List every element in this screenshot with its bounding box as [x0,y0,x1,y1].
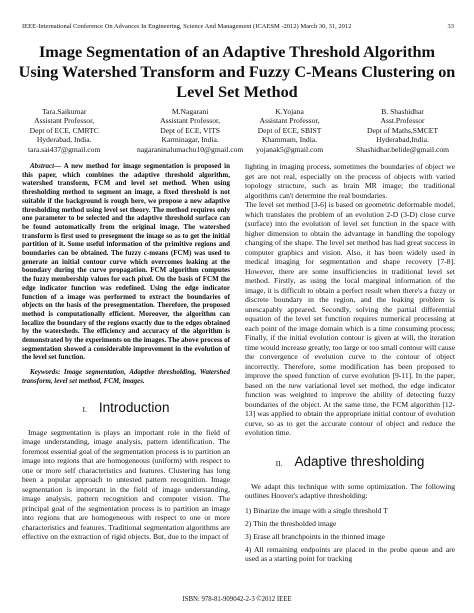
author-dept: Dept of ECE, SBIST [257,125,322,135]
author-3 [256,107,323,154]
author-city: Hyderabad, India. [36,135,92,145]
paragraph-level-set: The level set method [3-6] is based on geometric deformable model, which translates the problem of an evolution 2-D (3-D) close curve (surface) into the evolution of level set function in the space with higher dimension to obtain the advantage in handling the topology changing of the shape. The level set method has had great success in computer graphics and vision. Also, it has been widely used in medical imaging for segmentation and shape recovery [7-8]. However, there are some insufficiencies in traditional level set method. Firstly, as using the local marginal information of the image, it is difficult to obtain a perfect result when there's a fuzzy or discrete boundary in the region, and the leaking problem is unescapably appeared. Secondly, solving the partial differential equation of the level set function requires numerical processing at each point of the image domain which is a time consuming process; Finally, if the initial evolution contour is given at will, the iteration time would increase greatly, too large or too small contour will cause the convergence of evolution curve to the contour of object incorrectly. Therefore, some modification has been proposed to improve the speed function of curve evolution [9-11]. In the paper, based on the new variational level set method, the edge indicator function was weighted to improve the ability of detecting fuzzy boundaries of the object. At the same time, the FCM algorithm [12-13] was applied to obtain the appropriate initial contour of evolution curve, so as to get the accurate contour of object and reduce the evolution time. [245,200,455,437]
author-city: Hyderabad,India. [376,135,429,145]
adaptive-intro: We adapt this technique with some optimization. The following outlines Hoover's adaptive thresholding: [245,481,455,500]
author-2 [137,107,243,154]
author-dept: Dept of ECE, VITS [160,125,221,135]
author-role: Assistant Professor, [34,116,95,126]
page-header [22,23,454,31]
author-email: yojanak5@gmail.com [256,144,324,154]
section-heading-introduction [22,400,230,418]
author-role: Assistant Professor, [160,116,221,126]
author-name: K.Yojana [275,107,304,116]
author-email: tara.sai437@gmail.com [28,144,101,154]
algorithm-steps [245,506,455,564]
author-email: nagaraninalumachu10@gmail.com [137,144,244,154]
author-dept: Dept of Maths,SMCET [366,125,439,135]
author-role: Assistant Professor, [259,116,320,126]
left-column [22,162,230,542]
author-email: Shashidhar.belide@gmail.com [356,144,450,154]
author-role: Asst.Professor [380,116,425,126]
step-1: 1) Binarize the image with a single threshold T [245,505,388,515]
keywords-lead: Keywords: [30,368,64,377]
abstract [22,162,230,362]
abstract-text: A new method for image segmentation is proposed in this paper, which combines the adaptive threshold algorithm, watershed transform, FCM and level set method. When using thresholding method to segment an image, a fixed threshold is not suitable if the background is rough here, we propose a new adaptive thresholding method using level set theory. The method requires only one parameter to be selected and the adaptive threshold surface can be found automatically from the original image. The watershed transform is first used to presegment the image so as to get the initial partition of it. Some useful information of the primitive regions and boundaries can be obtained. The fuzzy c-means (FCM) was used to generate an initial contour curve which overcomes leaking at the boundary during the curve propagation. FCM algorithm computes the fuzzy membership values for each pixel. On the basis of FCM the edge indicator function was redefined. Using the edge indicator function of a image was performed to extract the boundaries of objects on the basis of the presegmentation. Therefore, the proposed method is computationally efficient. Moreover, the algorithm can localize the boundary of the regions exactly due to the edges obtained by the watersheds. The efficiency and accuracy of the algorithm is demonstrated by the experiments on the images. The above process of segmentation showed a considerable improvement in the evolution of the level set function. [22,162,230,362]
conference-line: IEEE-International Conference On Advances In Engineering, Science And Management (ICAESM -2012) March 30, 31, 2012 [22,23,352,30]
author-4 [356,107,449,154]
paper-title: Image Segmentation of an Adaptive Threshold Algorithm Using Watershed Transform and Fuzzy C-Means Clustering on Level Set Method [18,43,456,101]
author-city: Khammam, India. [262,135,318,145]
author-name: M.Nagarani [171,107,209,116]
author-dept: Dept of ECE, CMRTC [29,125,99,135]
author-block [0,107,474,155]
section-title: Adaptive thresholding [294,453,425,469]
author-1 [28,107,100,154]
step-4: 4) All remaining endpoints are placed in the probe queue and are used as a starting point for tracking [245,544,455,563]
section-title: Introduction [98,399,170,415]
step-3: 3) Erase all branchpoints in the thinned image [245,531,385,541]
section-number: II. [275,458,283,468]
intro-paragraph: Image segmentation is plays an important role in the field of image understanding, image analysis, pattern identification. The foremost essential goal of the segmentation process is to partition an image into regions that are homogeneous (uniform) with respect to one or more self characteristics and features. Clustering has long been a popular approach to untested pattern recognition. Image segmentation is important in the field of image understanding, image analysis, pattern recognition and computer vision. The principal goal of the segmentation process is to partition an image into regions that are homogeneous with respect to one or more characteristics and features. Traditional segmentation algorithms are effective on the extraction of rigid objects. But, due to the impact of [22,427,230,542]
page-footer: ISBN: 978-81-909042-2-3 ©2012 IEEE [182,596,292,603]
right-column [245,162,455,567]
section-heading-adaptive-thresholding [245,454,455,472]
paragraph-lighting: lighting in imaging process, sometimes the boundaries of object we get are not real, especially on the process of objects with varied topology structure, such as brain MR image; the traditional algorithms can't determine the real boundaries. [245,162,455,200]
keywords-text: Image segmentation, Adaptive thresholding, Watershed transform, level set method, FCM, images. [22,368,230,385]
step-2: 2) Thin the thresholded image [245,518,337,528]
section-number: I. [82,404,87,414]
keywords [22,368,230,385]
abstract-lead: Abstract— [30,162,62,170]
author-city: Karminagar, India. [161,135,219,145]
page-number: 33 [447,23,454,30]
author-name: Tara.Saikumar [41,107,87,116]
author-name: B. Shashidhar [381,107,424,116]
